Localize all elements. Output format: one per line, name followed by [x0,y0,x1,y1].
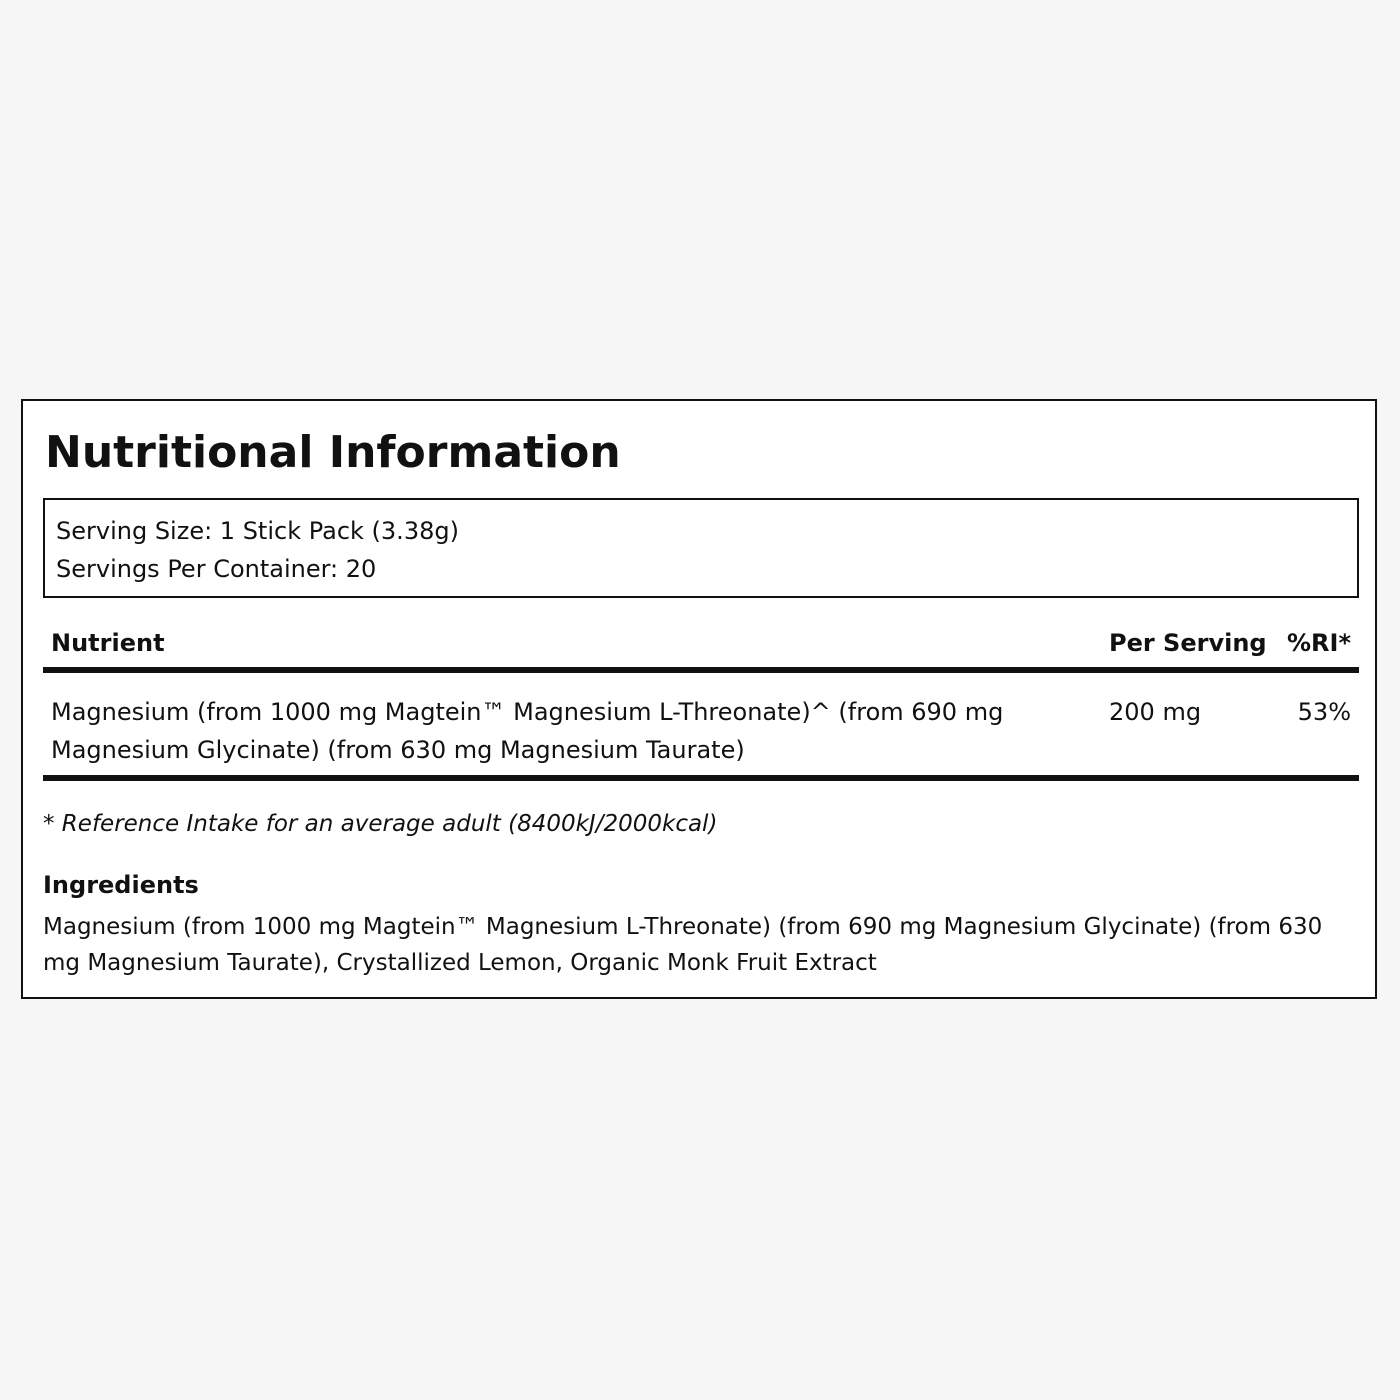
serving-size: Serving Size: 1 Stick Pack (3.38g) [56,517,459,545]
serving-info-box [43,498,1359,598]
row-per-serving: 200 mg [1109,698,1202,726]
row-ri: 53% [1297,698,1351,726]
ri-footnote: * Reference Intake for an average adult (8400kJ/2000kcal) [43,811,718,837]
ingredients-heading: Ingredients [43,871,199,899]
table-divider-bottom [43,775,1359,781]
servings-per-container: Servings Per Container: 20 [56,555,377,583]
label-title: Nutritional Information [45,427,621,478]
header-per-serving: Per Serving [1109,629,1267,657]
table-row [43,693,1359,769]
header-nutrient: Nutrient [51,629,165,657]
header-ri: %RI* [1286,629,1351,657]
ingredients-list: Magnesium (from 1000 mg Magtein™ Magnesium L-Threonate) (from 690 mg Magnesium Glycinate) (from 630 mg Magnesium Taurate), Crystallized Lemon, Organic Monk Fruit Extract [43,914,1323,976]
table-divider-top [43,667,1359,673]
nutrient-table-header [43,623,1359,663]
nutrition-label [21,399,1377,999]
row-nutrient: Magnesium (from 1000 mg Magtein™ Magnesium L-Threonate)^ (from 690 mg Magnesium Glycinate) (from 630 mg Magnesium Taurate) [51,698,1004,764]
